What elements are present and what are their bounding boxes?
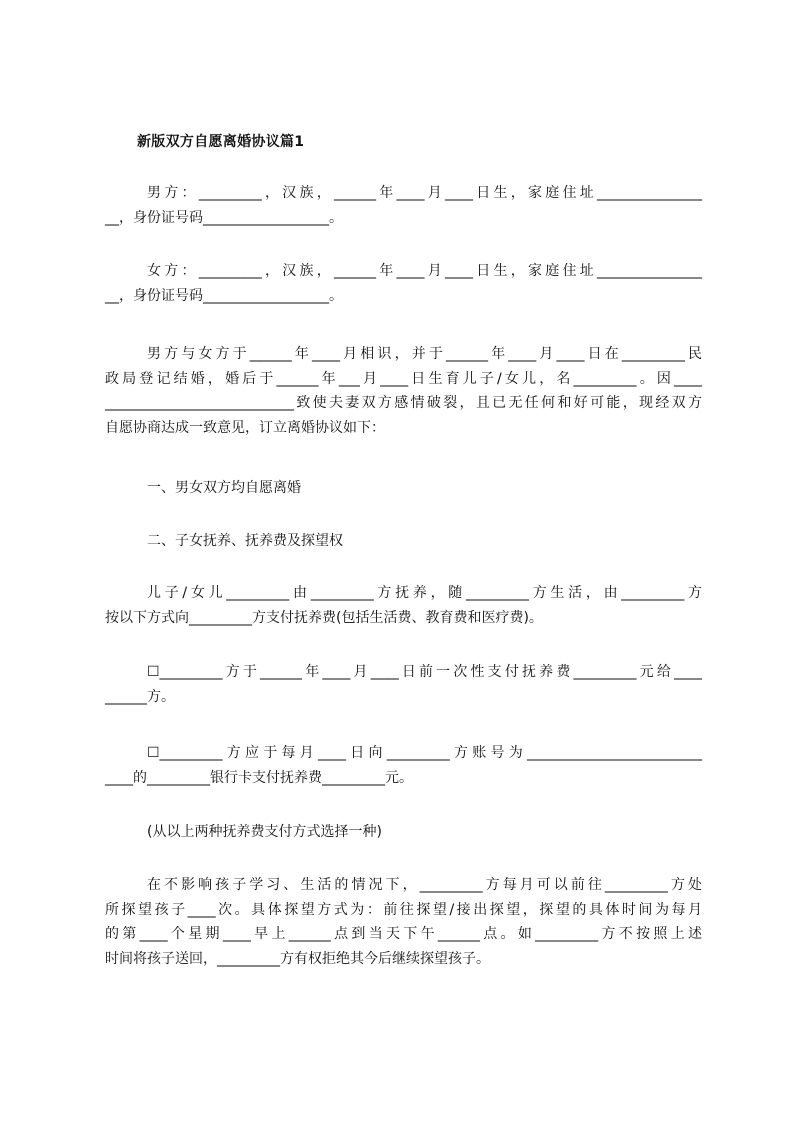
section-heading-divorce: 一、男女双方均自愿离婚 [147, 480, 301, 496]
marriage-line: 男方与女方于______年____月相识，并于______年____月____日在_________民 [147, 346, 702, 362]
payment-option-line: ☐_________方于______年____月____日前一次性支付抚养费_________元给____ [147, 664, 702, 680]
document-title: 新版双方自愿离婚协议篇1 [137, 134, 305, 150]
custody-line: 儿子/女儿_________由_________方抚养，随_________方生活，由_________方 [147, 585, 702, 601]
payment-option-monthly [105, 741, 702, 790]
custody-line: 按以下方式向_________方支付抚养费(包括生活费、教育费和医疗费)。 [105, 609, 543, 626]
payment-option-lump-sum [105, 660, 702, 709]
visitation-paragraph [105, 873, 702, 971]
marriage-paragraph [105, 342, 702, 440]
payment-option-line: ______方。 [105, 688, 175, 705]
man-info-line: __，身份证号码__________________。 [105, 209, 343, 226]
woman-info-line: 女方：_________，汉族，______年____月____日生，家庭住址_______________ [147, 263, 702, 279]
section-heading-custody: 二、子女抚养、抚养费及探望权 [147, 533, 343, 549]
visitation-line: 在不影响孩子学习、生活的情况下，_________方每月可以前往_________方处 [147, 877, 702, 893]
man-info-line: 男方：_________，汉族，______年____月____日生，家庭住址_______________ [147, 185, 702, 201]
payment-option-line: ____的_________银行卡支付抚养费_________元。 [105, 769, 413, 786]
visitation-line: 时间将孩子送回，_________方有权拒绝其今后继续探望孩子。 [105, 950, 490, 967]
marriage-line: ___________________________致使夫妻双方感情破裂，且已无任何和好可能，现经双方 [105, 395, 702, 411]
marriage-line: 政局登记结婚，婚后于______年___月____日生育儿子/女儿，名_________。因____ [105, 370, 702, 387]
marriage-line: 自愿协商达成一致意见，订立离婚协议如下： [105, 419, 385, 436]
custody-paragraph [105, 581, 702, 630]
payment-option-line: ☐_________方应于每月____日向_________方账号为_________________________ [147, 745, 702, 761]
man-info-paragraph [105, 181, 702, 230]
woman-info-paragraph [105, 259, 702, 308]
visitation-line: 的第____个星期____早上______点到当天下午______点。如_________方不按照上述 [105, 926, 702, 942]
visitation-line: 所探望孩子____次。具体探望方式为：前往探望/接出探望，探望的具体时间为每月 [105, 901, 702, 918]
payment-choice-note: (从以上两种抚养费支付方式选择一种) [147, 824, 382, 840]
woman-info-line: __，身份证号码__________________。 [105, 287, 343, 304]
